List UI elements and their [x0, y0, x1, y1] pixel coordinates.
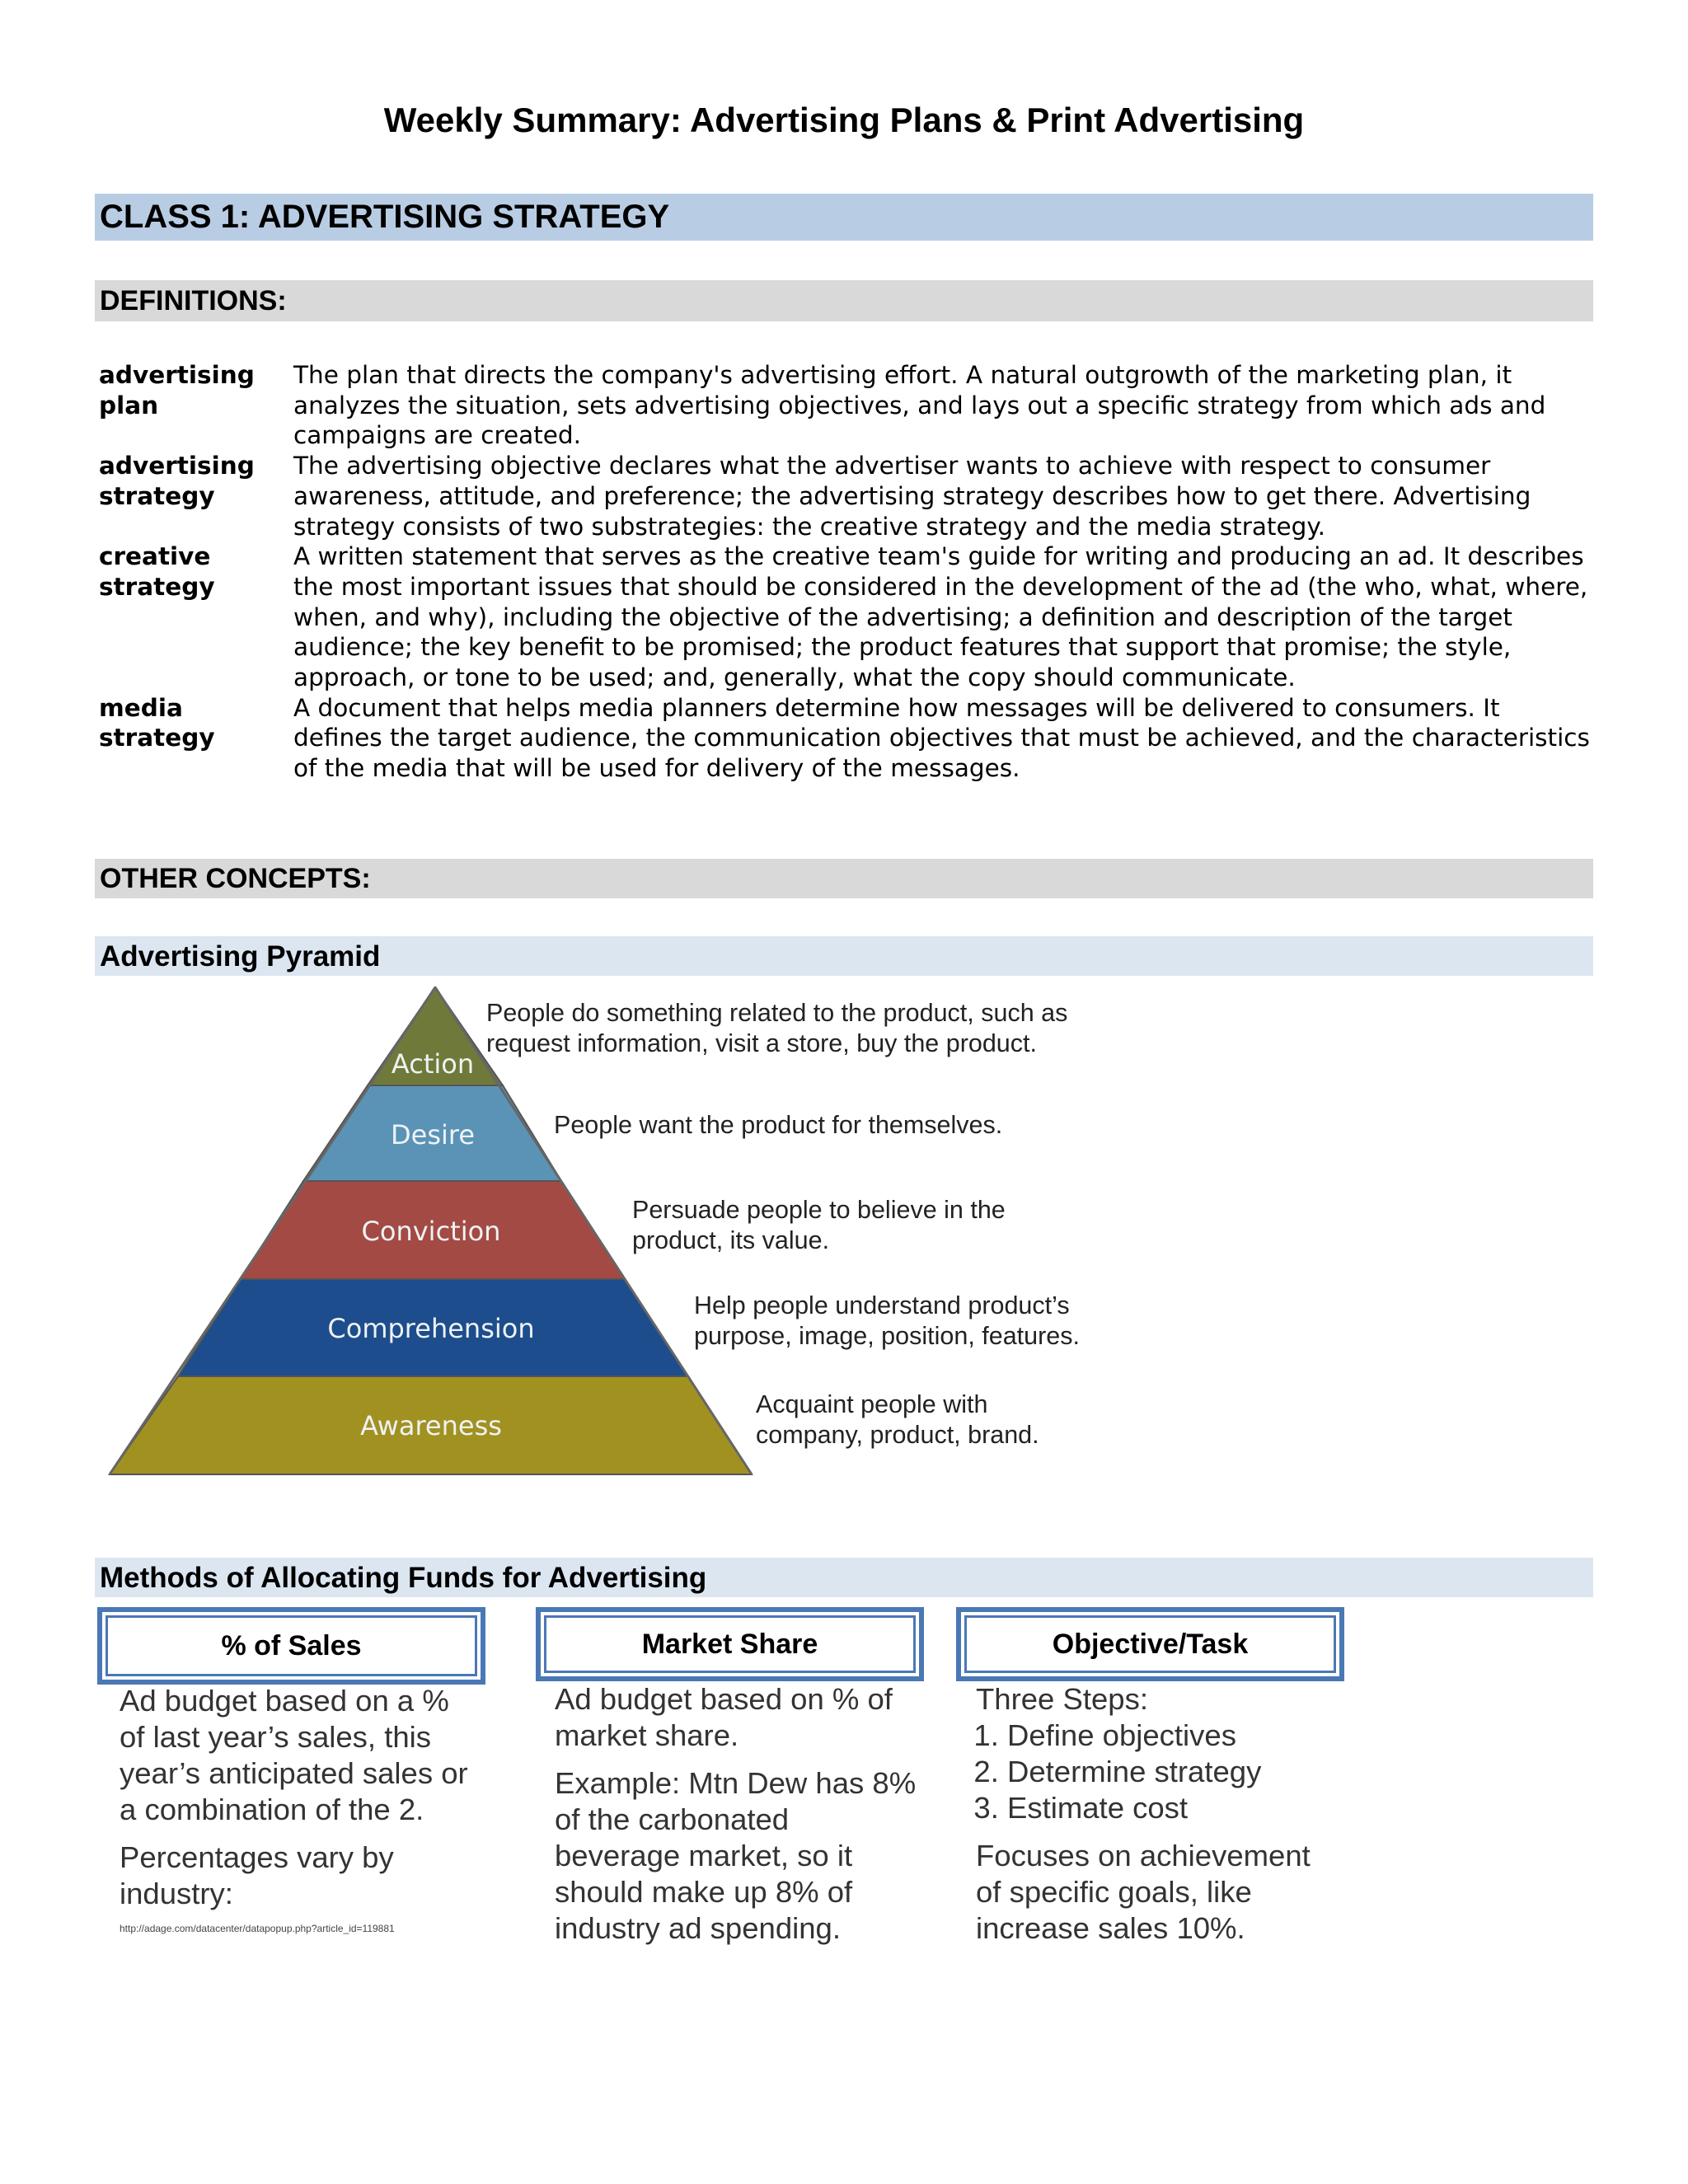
pyramid-description: Help people understand product’s — [694, 1291, 1070, 1319]
pyramid-label: Desire — [390, 1119, 476, 1151]
definitions-heading: DEFINITIONS: — [95, 280, 1593, 321]
other-concepts-heading: OTHER CONCEPTS: — [95, 859, 1593, 898]
list-item: 1. Define objectives — [1007, 1718, 1339, 1754]
pyramid-description: product, its value. — [632, 1226, 830, 1254]
class-heading: CLASS 1: ADVERTISING STRATEGY — [95, 194, 1593, 241]
method-task-text — [976, 1681, 1339, 1958]
advertising-pyramid — [103, 982, 1092, 1485]
definition-text: A document that helps media planners determine how messages will be delivered to consumers. It defines the target audience, the communication objectives that must be achieved, and the characteristics of the media that will be used for delivery of the messages. — [293, 693, 1590, 783]
definition-row — [99, 451, 1592, 541]
definition-text: The plan that directs the company's advertising effort. A natural outgrowth of the marketing plan, it analyzes the situation, sets advertising objectives, and lays out a specific strategy from which ads and campaigns are created. — [293, 361, 1546, 450]
pyramid-label: Awareness — [360, 1410, 502, 1441]
method-note: Percentages vary by industry: — [120, 1840, 394, 1910]
steps-list — [976, 1718, 1339, 1826]
funds-heading: Methods of Allocating Funds for Advertising — [95, 1558, 1593, 1597]
pyramid-description: Persuade people to believe in the — [632, 1196, 1006, 1224]
method-intro: Three Steps: — [976, 1682, 1148, 1716]
list-item: 2. Determine strategy — [1007, 1754, 1339, 1790]
pyramid-description: request information, visit a store, buy the product. — [486, 1029, 1037, 1057]
method-description: Focuses on achievement of specific goals, like increase sales 10%. — [976, 1839, 1311, 1945]
method-title: % of Sales — [106, 1615, 477, 1676]
definition-term: creative strategy — [99, 542, 215, 601]
method-box-sales — [97, 1607, 485, 1685]
pyramid-description: People do something related to the product, such as — [486, 999, 1068, 1027]
pyramid-description: Acquaint people with — [756, 1390, 988, 1418]
definition-row — [99, 360, 1592, 451]
definition-term: advertising plan — [99, 361, 255, 419]
pyramid-label: Comprehension — [327, 1313, 535, 1344]
method-box-share — [536, 1607, 924, 1681]
pyramid-heading: Advertising Pyramid — [95, 936, 1593, 976]
definition-term: media strategy — [99, 693, 215, 752]
method-box-task — [956, 1607, 1344, 1681]
source-url: http://adage.com/datacenter/datapopup.php?article_id=119881 — [120, 1923, 395, 1934]
pyramid-description: company, product, brand. — [756, 1421, 1039, 1449]
method-title: Objective/Task — [964, 1615, 1336, 1673]
definition-text: The advertising objective declares what the advertiser wants to achieve with respect to consumer awareness, attitude, and preference; the advertising strategy describes how to get there. Advertising strategy consists of two substrategies: the creative strategy and the media strategy. — [293, 452, 1531, 541]
pyramid-description: People want the product for themselves. — [554, 1111, 1003, 1139]
method-example: Example: Mtn Dew has 8% of the carbonated beverage market, so it should make up 8% of industry ad spending. — [555, 1766, 917, 1945]
method-share-text — [555, 1681, 917, 1958]
pyramid-description: purpose, image, position, features. — [694, 1322, 1080, 1350]
list-item: 3. Estimate cost — [1007, 1790, 1339, 1826]
definitions-list — [99, 360, 1592, 784]
pyramid-label: Action — [391, 1048, 475, 1080]
definition-row — [99, 693, 1592, 784]
method-title: Market Share — [544, 1615, 916, 1673]
method-description: Ad budget based on % of market share. — [555, 1682, 893, 1752]
pyramid-label: Conviction — [361, 1216, 501, 1247]
method-sales-text — [120, 1683, 474, 1947]
page-title: Weekly Summary: Advertising Plans & Print Advertising — [383, 101, 1305, 139]
definition-text: A written statement that serves as the creative team's guide for writing and producing an ad. It describes the most important issues that should be considered in the development of the ad (the who, what, where, when, and why), including the objective of the advertising; a definition and description of the target audience; the key benefit to be promised; the product features that support that promise; the style, approach, or tone to be used; and, generally, what the copy should communicate. — [293, 542, 1588, 692]
definition-row — [99, 541, 1592, 693]
definition-term: advertising strategy — [99, 452, 255, 510]
method-description: Ad budget based on a % of last year’s sales, this year’s anticipated sales or a combination of the 2. — [120, 1684, 468, 1826]
